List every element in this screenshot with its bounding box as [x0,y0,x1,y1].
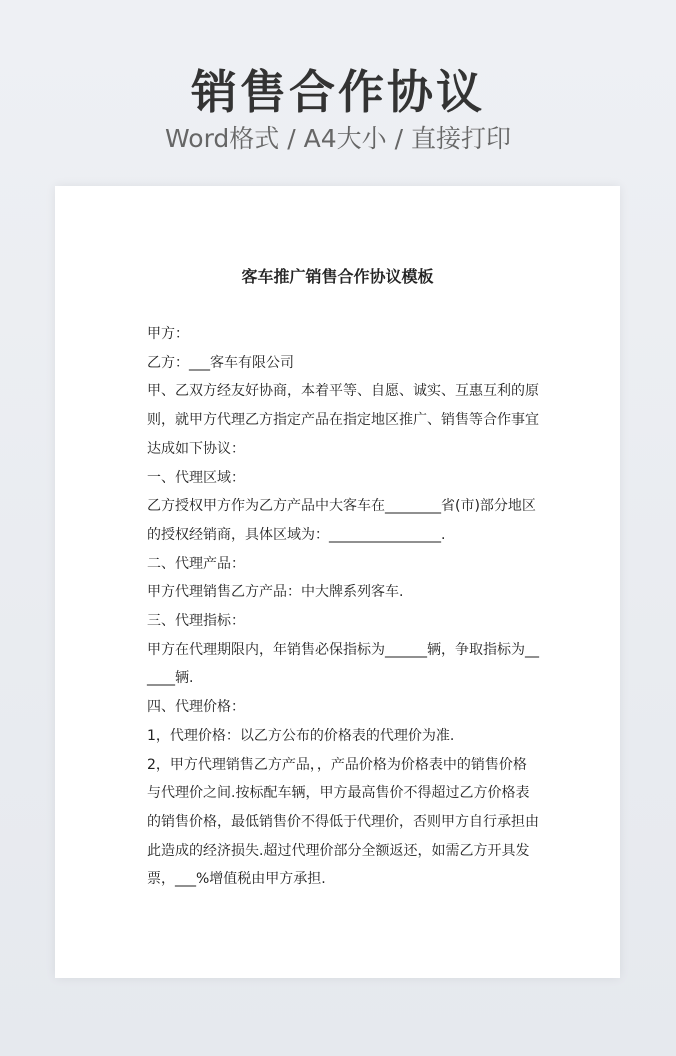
party-b-line: 乙方：___客车有限公司 [147,354,294,371]
section-heading-target: 三、代理指标： [147,613,245,630]
page-subtitle: Word格式 / A4大小 / 直接打印 [165,124,511,153]
document-title: 客车推广销售合作协议模板 [241,267,434,286]
page-title: 销售合作协议 [191,65,485,119]
section-heading-price: 四、代理价格： [147,699,245,716]
party-a-line: 甲方： [147,326,189,342]
section-heading-product: 二、代理产品： [147,555,245,572]
target-paragraph: 甲方在代理期限内，年销售必保指标为______辆，争取指标为______辆. [147,641,539,687]
preamble-paragraph: 甲、乙双方经友好协商，本着平等、自愿、诚实、互惠互利的原则，就甲方代理乙方指定产品在指定地区推广、销售等合作事宜达成如下协议： [147,383,539,457]
document-page [55,186,620,978]
price-item-2: 2，甲方代理销售乙方产品，，产品价格为价格表中的销售价格与代理价之间.按标配车辆，甲方最高售价不得超过乙方价格表的销售价格，最低销售价不得低于代理价，否则甲方自行承担由此造成的经济损失.超过代理价部分全额返还，如需乙方开具发票，___%增值税由甲方承担. [147,756,539,888]
page-header [0,62,676,156]
price-item-1: 1，代理价格：以乙方公布的价格表的代理价为准. [147,727,455,744]
region-paragraph: 乙方授权甲方作为乙方产品中大客车在________省(市)部分地区的授权经销商，具体区域为：________________. [147,498,536,543]
product-paragraph: 甲方代理销售乙方产品：中大牌系列客车. [147,584,404,601]
section-heading-region: 一、代理区域： [147,469,245,486]
document-body [147,320,539,894]
